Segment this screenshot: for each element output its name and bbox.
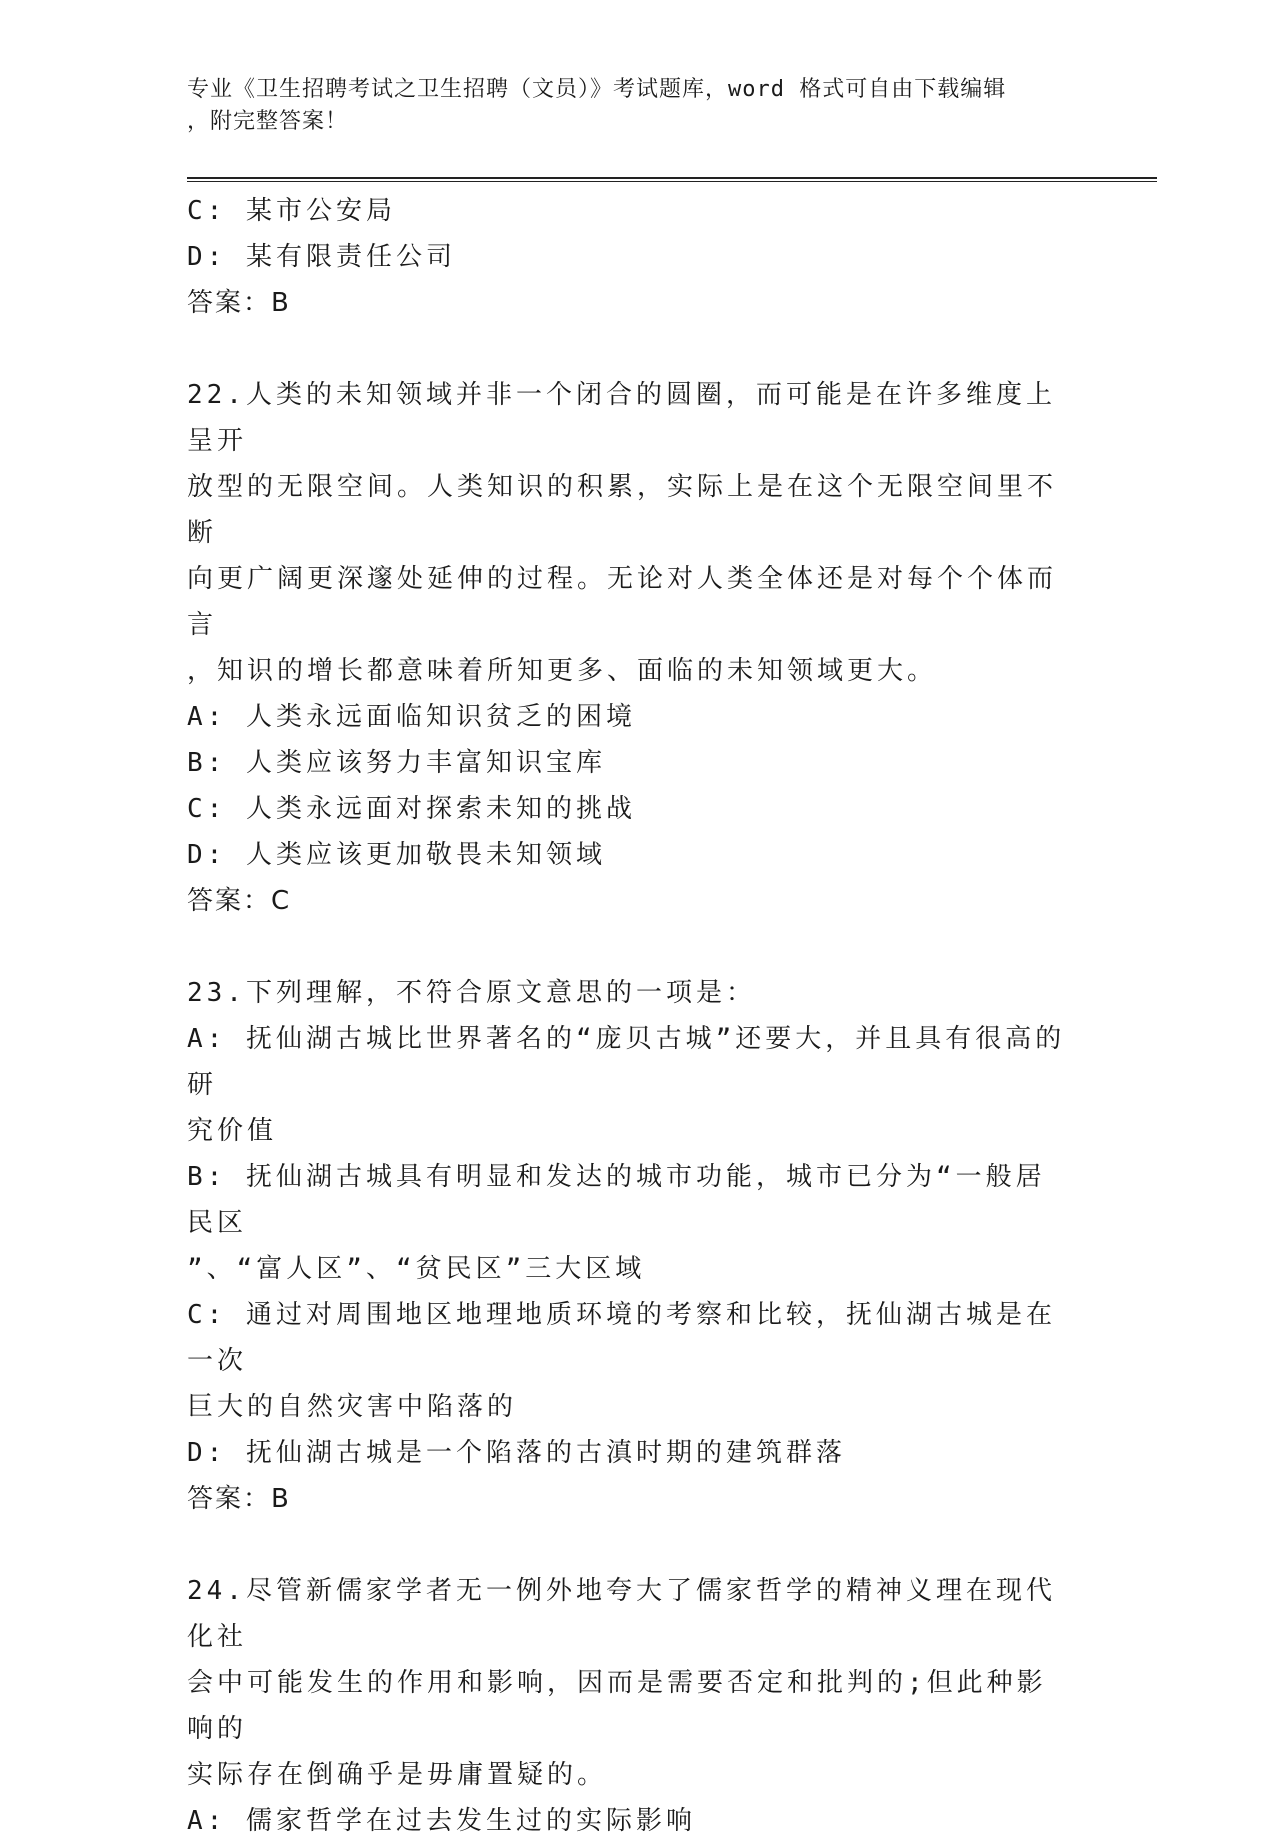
option-a: A: 人类永远面临知识贫乏的困境 xyxy=(187,702,636,732)
option-b: B: 人类应该努力丰富知识宝库 xyxy=(187,748,606,778)
question-stem-line: 22.人类的未知领域并非一个闭合的圆圈，而可能是在许多维度上呈开 xyxy=(187,380,1056,456)
spacer xyxy=(187,924,1067,970)
option-d: D: 人类应该更加敬畏未知领域 xyxy=(187,840,606,870)
option-c: C: 某市公安局 xyxy=(187,196,396,226)
option-c-line: 巨大的自然灾害中陷落的 xyxy=(187,1392,518,1422)
option-c-line: C: 通过对周围地区地理地质环境的考察和比较，抚仙湖古城是在一次 xyxy=(187,1300,1056,1376)
question-stem-line: 24.尽管新儒家学者无一例外地夸大了儒家哲学的精神义理在现代化社 xyxy=(187,1576,1056,1652)
question-stem-line: ，知识的增长都意味着所知更多、面临的未知领域更大。 xyxy=(187,656,938,686)
question-24 xyxy=(187,1568,1067,1844)
option-c: C: 人类永远面对探索未知的挑战 xyxy=(187,794,636,824)
question-23 xyxy=(187,970,1067,1522)
answer: 答案：B xyxy=(187,288,291,318)
question-stem-line: 实际存在倒确乎是毋庸置疑的。 xyxy=(187,1760,608,1790)
header-divider xyxy=(187,177,1157,182)
question-21-tail xyxy=(187,188,1067,326)
option-d: D: 某有限责任公司 xyxy=(187,242,456,272)
question-stem-line: 会中可能发生的作用和影响，因而是需要否定和批判的;但此种影响的 xyxy=(187,1668,1047,1744)
answer: 答案：B xyxy=(187,1484,291,1514)
option-b-line: B: 抚仙湖古城具有明显和发达的城市功能，城市已分为“一般居民区 xyxy=(187,1162,1046,1238)
option-a: A: 儒家哲学在过去发生过的实际影响 xyxy=(187,1806,696,1836)
question-content xyxy=(187,188,1067,1844)
question-22 xyxy=(187,372,1067,924)
header-line-1: 专业《卫生招聘考试之卫生招聘（文员）》考试题库，word 格式可自由下载编辑 xyxy=(187,77,1007,102)
option-a-line: 究价值 xyxy=(187,1116,278,1146)
option-a-line: A: 抚仙湖古城比世界著名的“庞贝古城”还要大，并且具有很高的研 xyxy=(187,1024,1066,1100)
question-stem-line: 放型的无限空间。人类知识的积累，实际上是在这个无限空间里不断 xyxy=(187,472,1058,548)
spacer xyxy=(187,326,1067,372)
option-d: D: 抚仙湖古城是一个陷落的古滇时期的建筑群落 xyxy=(187,1438,846,1468)
answer: 答案：C xyxy=(187,886,292,916)
option-b-line: ”、“富人区”、“贫民区”三大区域 xyxy=(187,1254,646,1284)
question-stem-line: 向更广阔更深邃处延伸的过程。无论对人类全体还是对每个个体而言 xyxy=(187,564,1058,640)
spacer xyxy=(187,1522,1067,1568)
page-header xyxy=(187,74,1067,138)
header-line-2: ，附完整答案！ xyxy=(187,109,349,134)
question-stem: 23.下列理解，不符合原文意思的一项是： xyxy=(187,978,756,1008)
